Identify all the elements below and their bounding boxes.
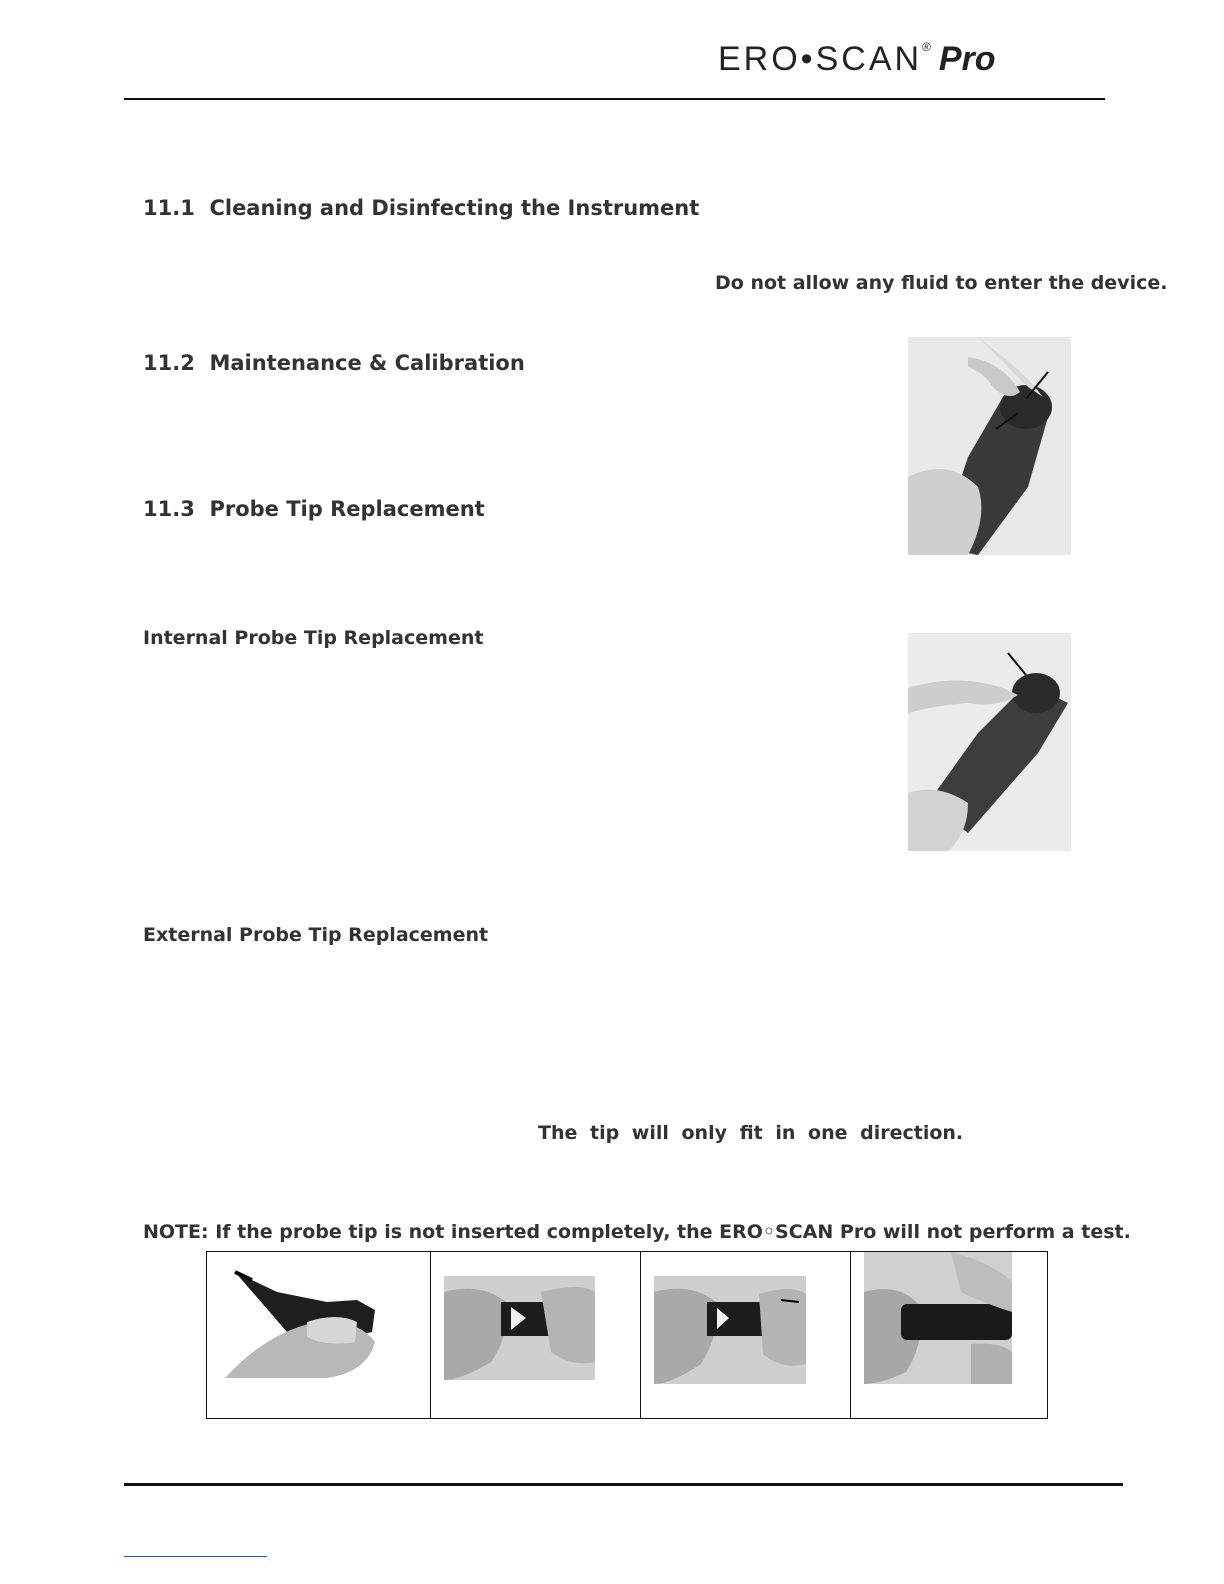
hand-removing-probe-tip-photo [908,337,1071,555]
external-replacement-heading: External Probe Tip Replacement [143,924,489,946]
tip-seated-photo [851,1252,1047,1418]
internal-replacement-heading: Internal Probe Tip Replacement [143,627,484,649]
section-number: 11.1 [143,196,195,220]
section-title: Probe Tip Replacement [209,497,485,521]
section-11-3-heading [143,497,485,521]
step-cell-4 [850,1251,1048,1419]
brand-logo [718,40,996,79]
footer-divider [124,1483,1123,1486]
probe-tip-steps-table [206,1251,1048,1419]
footer-link-underline [124,1556,267,1557]
insertion-note: NOTE: If the probe tip is not inserted completely, the ERO◦SCAN Pro will not perform a test. [143,1221,1131,1243]
probe-tip-held-photo [207,1252,431,1418]
header-divider [124,98,1105,100]
brand-name: ERO•SCAN [718,40,923,78]
direction-note: The tip will only fit in one direction. [538,1122,964,1144]
section-11-2-heading [143,351,525,375]
tip-insertion-photo [641,1252,851,1418]
registered-mark: ® [922,40,931,54]
section-number: 11.3 [143,497,195,521]
section-number: 11.2 [143,351,195,375]
step-cell-1 [206,1251,432,1419]
fluid-warning: Do not allow any fluid to enter the device. [715,272,1168,294]
section-title: Cleaning and Disinfecting the Instrument [209,196,700,220]
section-11-1-heading [143,196,699,220]
step-cell-2 [430,1251,642,1419]
section-title: Maintenance & Calibration [209,351,525,375]
tip-alignment-photo [431,1252,641,1418]
brand-model: Pro [938,40,996,78]
step-cell-3 [640,1251,852,1419]
finger-pressing-probe-tip-photo [908,633,1071,851]
